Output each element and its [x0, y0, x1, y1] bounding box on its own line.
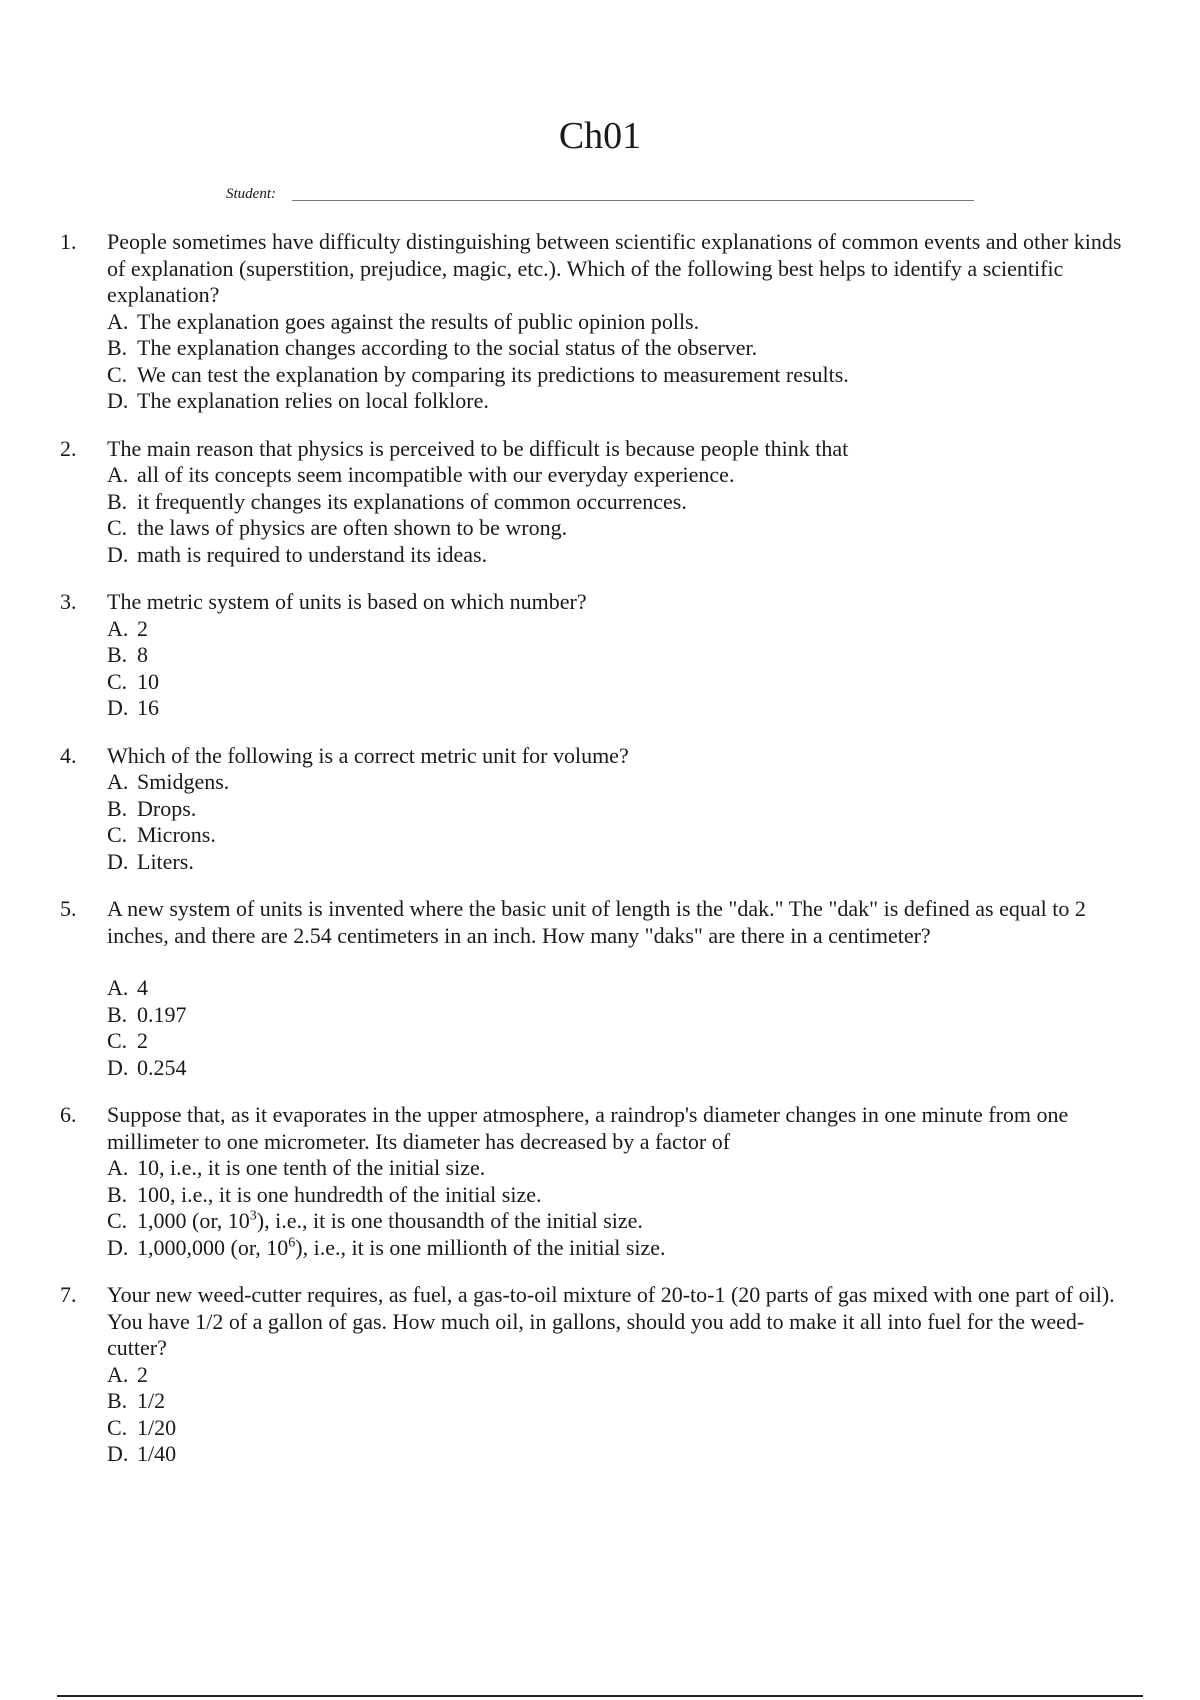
- question-number: 5.: [60, 896, 77, 921]
- option-text: 2: [137, 1028, 148, 1053]
- answer-options: [107, 616, 1140, 722]
- option-letter: A.: [107, 308, 129, 334]
- question-number: 6.: [60, 1102, 77, 1127]
- answer-option-d[interactable]: [107, 849, 1140, 876]
- answer-option-a[interactable]: [107, 769, 1140, 796]
- footer-rule: [57, 1695, 1143, 1697]
- option-text: 1/20: [137, 1414, 177, 1440]
- option-text: The explanation relies on local folklore.: [137, 388, 489, 413]
- question-1: [60, 229, 1140, 415]
- answer-option-c[interactable]: [107, 515, 1140, 542]
- option-text: math is required to understand its ideas.: [137, 541, 488, 567]
- answer-option-a[interactable]: [107, 309, 1140, 336]
- option-text: the laws of physics are often shown to be wrong.: [137, 515, 568, 540]
- option-letter: B.: [107, 335, 128, 360]
- answer-option-a[interactable]: [107, 462, 1140, 489]
- answer-options: [107, 1362, 1140, 1468]
- answer-options: [107, 462, 1140, 568]
- option-text: The explanation goes against the results of public opinion polls.: [137, 308, 700, 334]
- question-text: Your new weed-cutter requires, as fuel, a gas-to-oil mixture of 20-to-1 (20 parts of gas mixed with one part of oil). You have 1/2 of a gallon of gas. How much oil, in gallons, should you add to make it all into fuel for the weed-cutter?: [107, 1282, 1115, 1360]
- answer-option-d[interactable]: [107, 1441, 1140, 1468]
- option-letter: A.: [107, 615, 129, 641]
- question-list: [60, 229, 1140, 1489]
- option-text: 10, i.e., it is one tenth of the initial size.: [137, 1155, 486, 1180]
- answer-option-d[interactable]: [107, 1055, 1140, 1082]
- option-text: We can test the explanation by comparing its predictions to measurement results.: [137, 361, 849, 387]
- answer-option-b[interactable]: [107, 796, 1140, 823]
- option-letter: D.: [107, 541, 129, 567]
- answer-options: [107, 1155, 1140, 1261]
- answer-option-b[interactable]: [107, 1182, 1140, 1209]
- answer-option-c[interactable]: [107, 362, 1140, 389]
- question-text: Which of the following is a correct metric unit for volume?: [107, 742, 629, 768]
- option-letter: D.: [107, 1234, 129, 1260]
- option-text: The explanation changes according to the social status of the observer.: [137, 335, 758, 360]
- option-letter: D.: [107, 695, 129, 720]
- question-3: [60, 589, 1140, 722]
- answer-option-d[interactable]: [107, 695, 1140, 722]
- student-name-line[interactable]: [292, 200, 974, 201]
- answer-option-b[interactable]: [107, 642, 1140, 669]
- answer-option-b[interactable]: [107, 1388, 1140, 1415]
- option-letter: C.: [107, 515, 128, 540]
- question-5: [60, 896, 1140, 1081]
- exponent: 6: [288, 1235, 296, 1251]
- option-letter: A.: [107, 975, 129, 1000]
- page-title: Ch01: [558, 115, 642, 157]
- option-letter: A.: [107, 769, 129, 794]
- answer-options: [107, 309, 1140, 415]
- option-text: 0.197: [137, 1001, 187, 1027]
- question-7: [60, 1282, 1140, 1468]
- question-text: Suppose that, as it evaporates in the upper atmosphere, a raindrop's diameter changes in one minute from one millimeter to one micrometer. Its diameter has decreased by a factor of: [107, 1102, 1069, 1154]
- option-letter: B.: [107, 488, 128, 514]
- question-number: 7.: [60, 1282, 77, 1307]
- option-text-post: ), i.e., it is one thousandth of the initial size.: [256, 1208, 643, 1233]
- answer-options: [107, 769, 1140, 875]
- option-text: 1/40: [137, 1441, 177, 1466]
- answer-option-c[interactable]: [107, 1415, 1140, 1442]
- option-text: 4: [137, 975, 148, 1000]
- exponent: 3: [249, 1208, 257, 1224]
- option-text: Smidgens.: [137, 769, 230, 794]
- question-number: 2.: [60, 435, 77, 461]
- answer-option-d[interactable]: [107, 388, 1140, 415]
- option-letter: D.: [107, 1441, 129, 1466]
- option-text: 0.254: [137, 1054, 187, 1080]
- answer-option-a[interactable]: [107, 975, 1140, 1002]
- student-name-field[interactable]: [226, 182, 974, 206]
- answer-option-a[interactable]: [107, 1362, 1140, 1389]
- question-text: People sometimes have difficulty distinguishing between scientific explanations of common events and other kinds of explanation (superstition, prejudice, magic, etc.). Which of the following best helps to identify a scientific explanation?: [107, 229, 1122, 307]
- option-letter: C.: [107, 668, 128, 694]
- option-letter: D.: [107, 388, 129, 413]
- question-2: [60, 436, 1140, 569]
- option-letter: A.: [107, 1155, 129, 1180]
- answer-option-a[interactable]: [107, 616, 1140, 643]
- question-number: 4.: [60, 742, 77, 768]
- option-letter: C.: [107, 822, 128, 847]
- answer-option-d[interactable]: [107, 1235, 1140, 1262]
- option-text: 16: [137, 695, 159, 720]
- option-text: [137, 1235, 666, 1260]
- option-text: 1/2: [137, 1388, 166, 1413]
- option-letter: C.: [107, 1028, 128, 1053]
- option-letter: C.: [107, 1414, 128, 1440]
- answer-option-c[interactable]: [107, 1208, 1140, 1235]
- option-text: Liters.: [137, 848, 194, 874]
- answer-option-b[interactable]: [107, 489, 1140, 516]
- answer-option-c[interactable]: [107, 1028, 1140, 1055]
- question-4: [60, 743, 1140, 876]
- question-text: The main reason that physics is perceived to be difficult is because people think that: [107, 435, 849, 461]
- student-label: Student:: [226, 186, 276, 202]
- option-text: all of its concepts seem incompatible with our everyday experience.: [137, 462, 735, 487]
- answer-option-a[interactable]: [107, 1155, 1140, 1182]
- question-6: [60, 1102, 1140, 1261]
- option-text: Drops.: [137, 795, 197, 821]
- answer-option-b[interactable]: [107, 335, 1140, 362]
- option-text: it frequently changes its explanations of common occurrences.: [137, 488, 687, 514]
- option-text: 2: [137, 615, 148, 641]
- option-text: 2: [137, 1361, 148, 1387]
- option-text: Microns.: [137, 822, 216, 847]
- option-letter: B.: [107, 1001, 128, 1027]
- answer-option-b[interactable]: [107, 1002, 1140, 1029]
- option-letter: A.: [107, 1361, 129, 1387]
- option-text: [137, 1208, 643, 1233]
- option-letter: C.: [107, 1208, 128, 1233]
- option-text: 10: [137, 668, 159, 694]
- option-letter: D.: [107, 1054, 129, 1080]
- answer-option-d[interactable]: [107, 542, 1140, 569]
- option-letter: B.: [107, 1388, 128, 1413]
- answer-options: [107, 975, 1140, 1081]
- answer-option-c[interactable]: [107, 822, 1140, 849]
- option-letter: C.: [107, 361, 128, 387]
- option-letter: B.: [107, 795, 128, 821]
- option-letter: A.: [107, 462, 129, 487]
- question-number: 1.: [60, 229, 77, 254]
- question-number: 3.: [60, 589, 77, 614]
- option-text-post: ), i.e., it is one millionth of the initial size.: [295, 1234, 666, 1260]
- option-text: 8: [137, 642, 148, 667]
- question-text: A new system of units is invented where the basic unit of length is the "dak." The "dak" is defined as equal to 2 inches, and there are 2.54 centimeters in an inch. How many "daks" are there in a centimeter?: [107, 896, 1086, 948]
- option-text: 100, i.e., it is one hundredth of the initial size.: [137, 1181, 542, 1207]
- option-letter: B.: [107, 1181, 128, 1207]
- question-text: The metric system of units is based on which number?: [107, 589, 587, 614]
- option-text-pre: 1,000 (or, 10: [137, 1208, 250, 1233]
- option-letter: D.: [107, 848, 129, 874]
- answer-option-c[interactable]: [107, 669, 1140, 696]
- option-text-pre: 1,000,000 (or, 10: [137, 1234, 289, 1260]
- option-letter: B.: [107, 642, 128, 667]
